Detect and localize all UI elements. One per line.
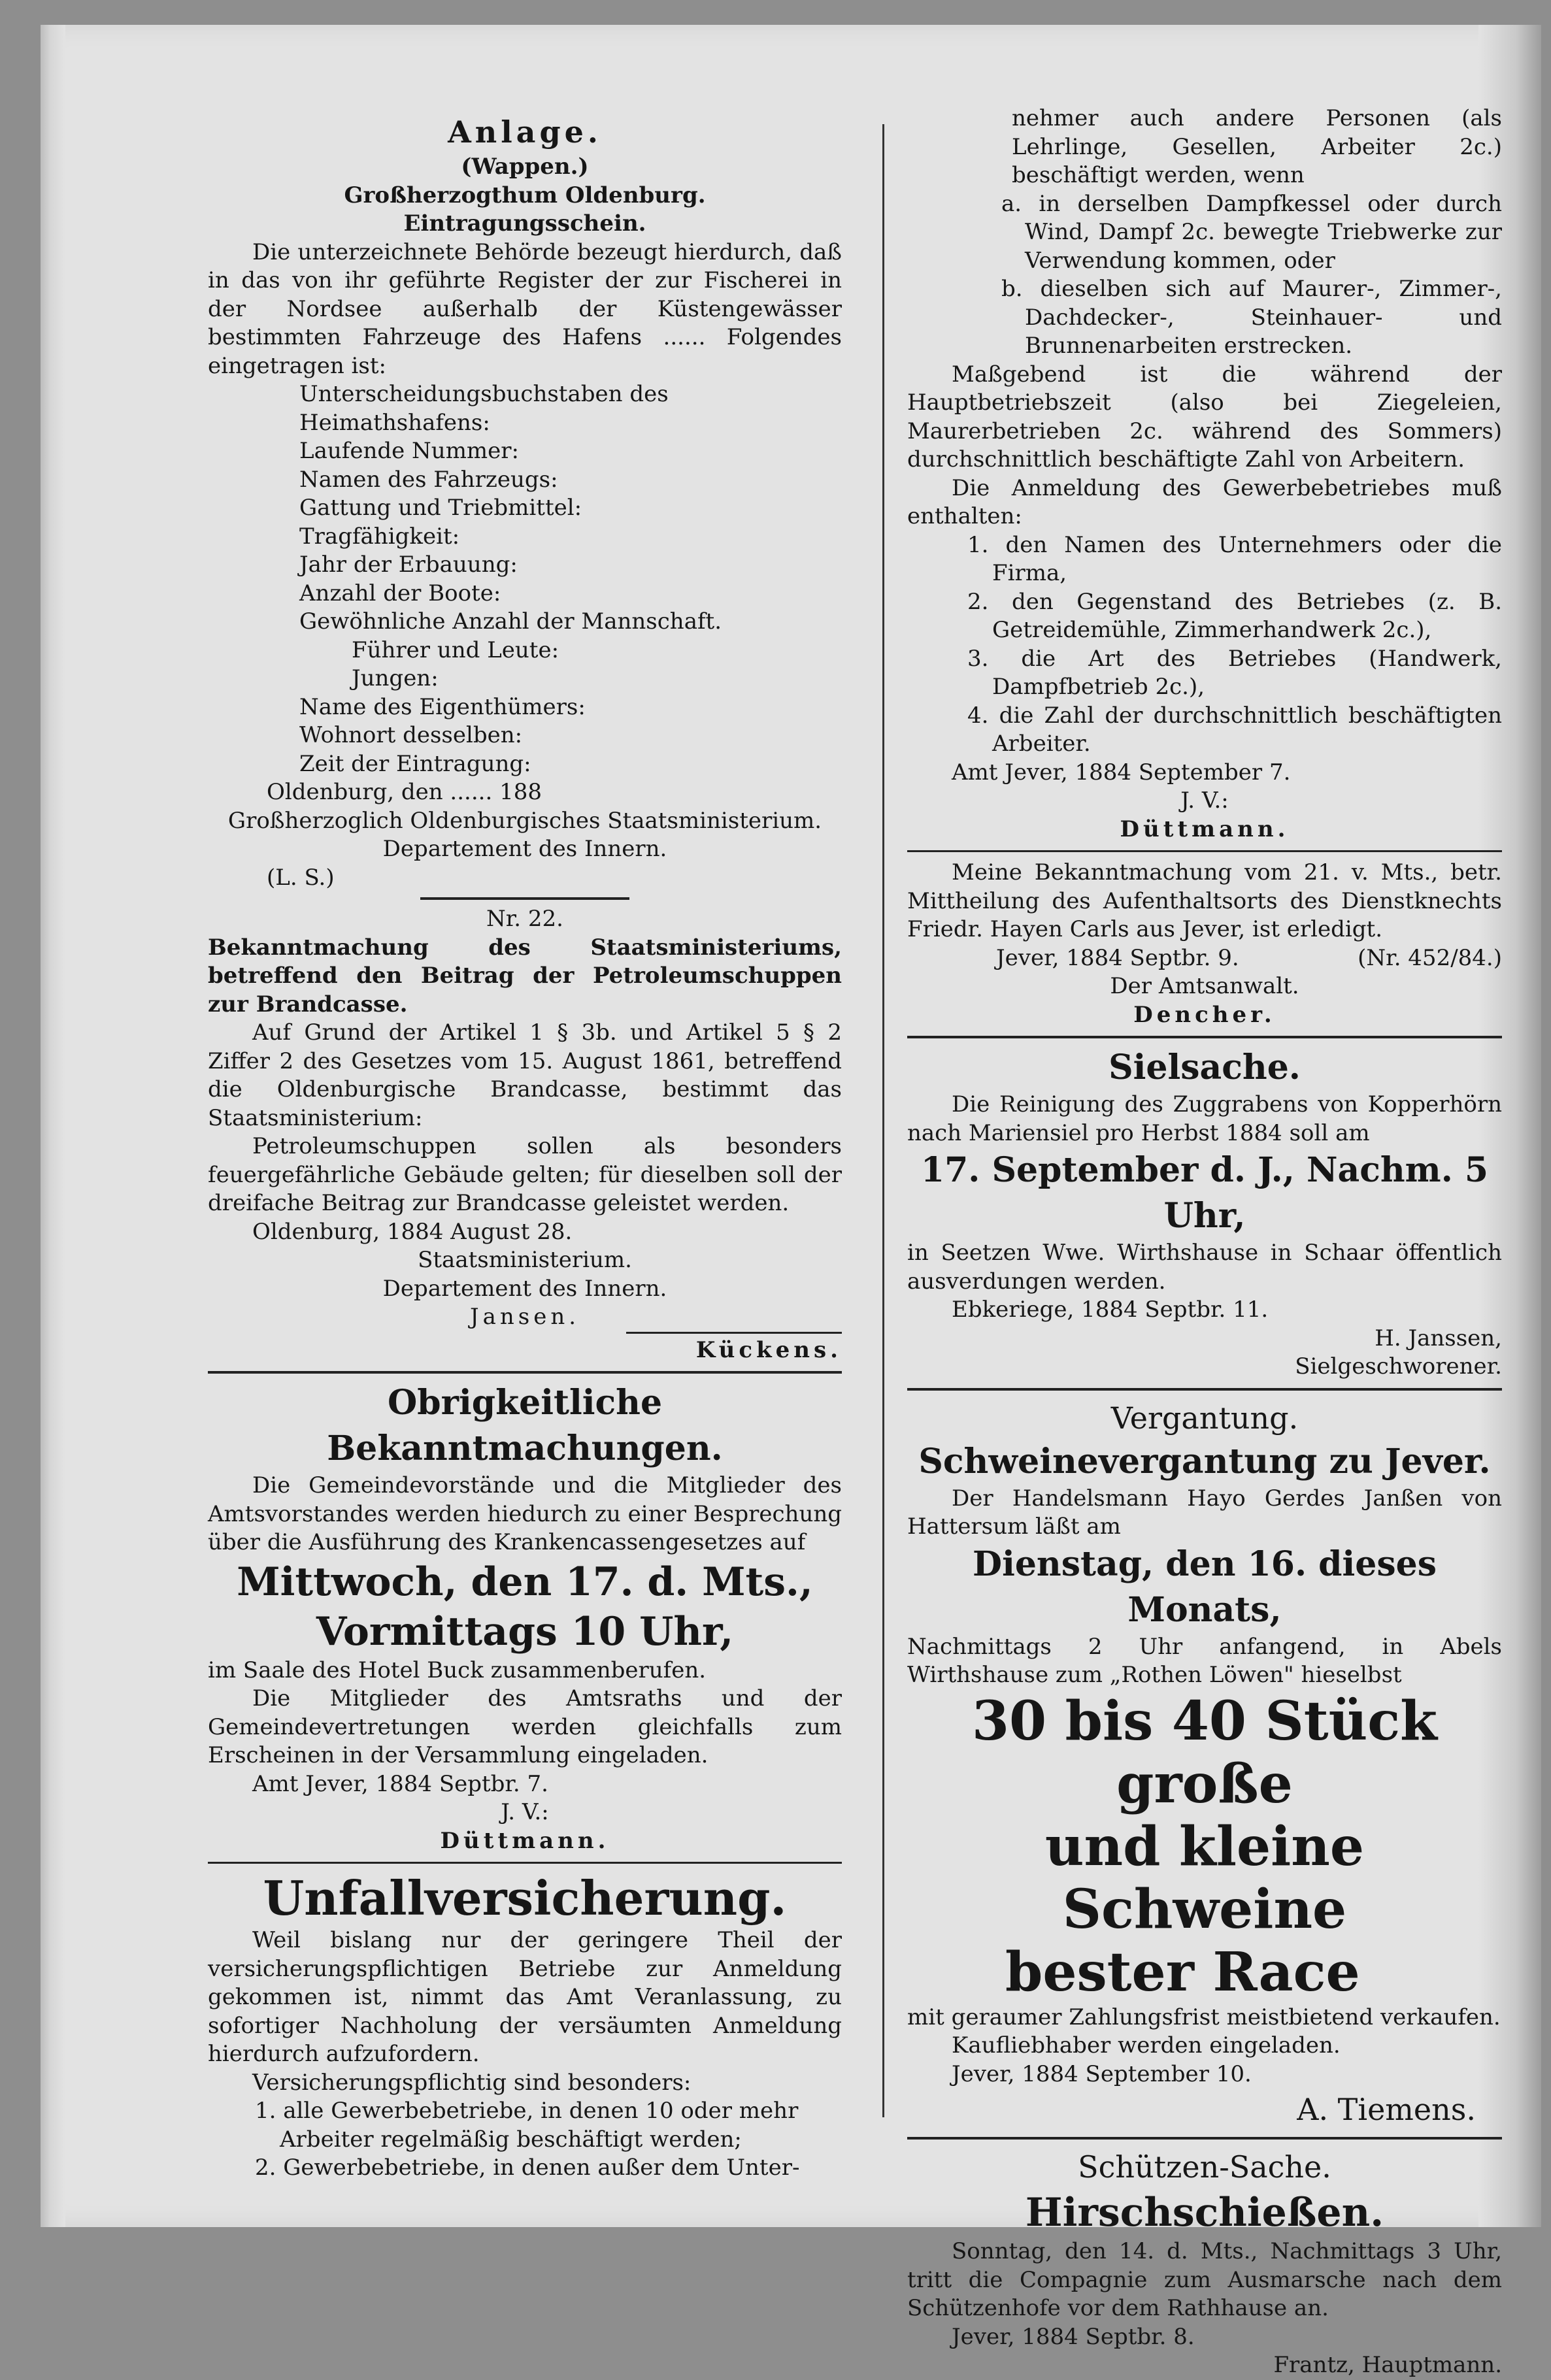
obrigkeit-sign: Düttmann. <box>440 1827 610 1854</box>
schuetz-subtitle: Hirschschießen. <box>1025 2190 1384 2236</box>
field-item: Gewöhnliche Anzahl der Mannschaft. <box>299 608 722 635</box>
obrigkeit-iv: J. V.: <box>501 1799 549 1825</box>
field-item: Namen des Fahrzeugs: <box>299 466 558 493</box>
bekanntmachung-sign: Departement des Innern. <box>382 1275 667 1302</box>
grossherzogthum: Großherzogthum Oldenburg. <box>344 182 706 208</box>
verg-big: und kleine Schweine <box>1044 1815 1365 1941</box>
field-item: Gattung und Triebmittel: <box>299 495 582 521</box>
cont-place: Amt Jever, 1884 September 7. <box>952 759 1291 785</box>
meine-paragraph: Meine Bekanntmachung vom 21. v. Mts., betr. Mittheilung des Aufenthaltsorts des Dienstknechts Friedr. Hayen Carls aus Jever, ist erledigt. <box>907 859 1502 942</box>
siel-title: Sielsache. <box>1109 1048 1301 1087</box>
obrigkeit-p3: Die Mitglieder des Amtsraths und der Gemeindevertretungen werden gleichfalls zum Erscheinen in der Versammlung eingeladen. <box>208 1685 842 1768</box>
siel-p2: in Seetzen Wwe. Wirthshause in Schaar öffentlich ausverdungen werden. <box>907 1240 1502 1295</box>
nr-heading: Nr. 22. <box>486 906 563 932</box>
obrigkeit-p1: Die Gemeindevorstände und die Mitglieder des Amtsvorstandes werden hiedurch zu einer Besprechung über die Ausführung des Krankencassengesetzes auf <box>208 1472 842 1555</box>
separator <box>208 1371 842 1374</box>
field-item: Zeit der Eintragung: <box>299 750 531 777</box>
verg-p2: Nachmittags 2 Uhr anfangend, in Abels Wirthshause zum „Rothen Löwen" hieselbst <box>907 1633 1502 1688</box>
verg-sign: A. Tiemens. <box>1297 2092 1476 2127</box>
cont-list-item: 2. den Gegenstand des Betriebes (z. B. Getreidemühle, Zimmerhandwerk 2c.), <box>967 588 1502 643</box>
left-column <box>208 111 842 2183</box>
field-item: Wohnort desselben: <box>299 722 523 748</box>
cont-item: b. dieselben sich auf Maurer-, Zimmer-, Dachdecker-, Steinhauer- und Brunnenarbeiten erstrecken. <box>1001 276 1502 359</box>
obrigkeit-p2: im Saale des Hotel Buck zusammenberufen. <box>208 1657 707 1683</box>
unfall-item: 2. Gewerbebetriebe, in denen außer dem Unter- <box>255 2155 800 2181</box>
cont-sign: Düttmann. <box>1120 816 1290 842</box>
eintragungsschein: Eintragungsschein. <box>403 210 646 237</box>
verg-big: bester Race <box>1005 1940 1360 2004</box>
verg-p4: Kaufliebhaber werden eingeladen. <box>952 2032 1341 2058</box>
page-edge-left <box>41 25 65 2227</box>
column-divider <box>882 124 884 2117</box>
field-item: Name des Eigenthümers: <box>299 693 586 720</box>
verg-date: Dienstag, den 16. dieses Monats, <box>972 1544 1437 1630</box>
ministry-line: Großherzoglich Oldenburgisches Staatsministerium. <box>227 807 822 834</box>
separator <box>208 1862 842 1864</box>
unfall-p2: Versicherungspflichtig sind besonders: <box>252 2069 692 2096</box>
separator <box>907 2137 1502 2140</box>
subfield-item: Führer und Leute: <box>352 636 559 663</box>
cont-iv: J. V.: <box>1180 787 1229 814</box>
separator <box>907 1036 1502 1038</box>
separator <box>907 850 1502 852</box>
separator <box>420 897 629 900</box>
field-item: Jahr der Erbauung: <box>299 552 518 578</box>
verg-title: Vergantung. <box>1110 1400 1299 1436</box>
siel-date: 17. September d. J., Nachm. 5 Uhr, <box>920 1150 1489 1236</box>
verg-big: 30 bis 40 Stück große <box>972 1689 1437 1815</box>
meine-sign: Dencher. <box>1133 1001 1276 1028</box>
cont-paragraph: Die Anmeldung des Gewerbebetriebes muß enthalten: <box>907 474 1502 529</box>
department-line: Departement des Innern. <box>382 836 667 862</box>
meine-sign: Der Amtsanwalt. <box>1110 973 1299 999</box>
siel-p1: Die Reinigung des Zuggrabens von Kopperhörn nach Mariensiel pro Herbst 1884 soll am <box>907 1091 1502 1146</box>
subfield-item: Jungen: <box>352 665 439 691</box>
bekanntmachung-sign: Staatsministerium. <box>418 1247 632 1273</box>
ls-seal: (L. S.) <box>267 864 335 891</box>
anlage-title: Anlage. <box>448 114 602 150</box>
verg-subtitle: Schweinevergantung zu Jever. <box>918 1441 1491 1481</box>
verg-place: Jever, 1884 September 10. <box>952 2060 1252 2087</box>
separator <box>907 1388 1502 1391</box>
obrigkeit-date: Mittwoch, den 17. d. Mts., <box>237 1559 813 1605</box>
bekanntmachung-p1: Auf Grund der Artikel 1 § 3b. und Artikel 5 § 2 Ziffer 2 des Gesetzes vom 15. August 1861, betreffend die Oldenburgische Brandcasse, bestimmt das Staatsministerium: <box>208 1019 842 1131</box>
cont-list-item: 3. die Art des Betriebes (Handwerk, Dampfbetrieb 2c.), <box>967 645 1502 700</box>
bekanntmachung-sign: Kückens. <box>626 1332 842 1365</box>
unfall-item: 1. alle Gewerbebetriebe, in denen 10 oder mehr Arbeiter regelmäßig beschäftigt werden; <box>255 2098 799 2153</box>
meine-place-row <box>907 944 1502 973</box>
schuetz-title: Schützen-Sache. <box>1078 2149 1331 2185</box>
field-item: Laufende Nummer: <box>299 438 519 464</box>
cont-paragraph: Maßgebend ist die während der Hauptbetriebszeit (also bei Ziegeleien, Maurerbetrieben 2c. während des Sommers) durchschnittlich beschäftigte Zahl von Arbeitern. <box>907 361 1502 472</box>
siel-sign: H. Janssen, <box>1375 1325 1502 1351</box>
verg-p1: Der Handelsmann Hayo Gerdes Janßen von Hattersum läßt am <box>907 1485 1502 1540</box>
field-item: Tragfähigkeit: <box>299 523 460 550</box>
date-line: Oldenburg, den ...... 188 <box>267 779 542 805</box>
bekanntmachung-p2: Petroleumschuppen sollen als besonders feuergefährliche Gebäude gelten; für dieselben soll der dreifache Beitrag zur Brandcasse geleistet werden. <box>208 1133 842 1216</box>
intro-paragraph: Die unterzeichnete Behörde bezeugt hierdurch, daß in das von ihr geführte Register der zur Fischerei in der Nordsee außerhalb der Küstengewässer bestimmten Fahrzeuge des Hafens ...... Folgendes eingetragen ist: <box>208 239 842 379</box>
right-column <box>907 105 1502 2380</box>
bekanntmachung-sign: Jansen. <box>469 1304 580 1330</box>
cont-list-item: 4. die Zahl der durchschnittlich beschäftigten Arbeiter. <box>967 702 1502 757</box>
siel-sign: Sielgeschworener. <box>1295 1353 1502 1380</box>
schuetz-place: Jever, 1884 Septbr. 8. <box>952 2323 1195 2350</box>
fields-list <box>208 380 842 778</box>
siel-place: Ebkeriege, 1884 Septbr. 11. <box>952 1297 1269 1323</box>
unfall-p1: Weil bislang nur der geringere Theil der versicherungspflichtigen Betriebe zur Anmeldung gekommen ist, nimmt das Amt Veranlassung, zu sofortiger Nachholung der versäumten Anmeldung hierdurch aufzufordern. <box>208 1927 842 2067</box>
cont-paragraph: nehmer auch andere Personen (als Lehrlinge, Gesellen, Arbeiter 2c.) beschäftigt werden, wenn <box>1012 105 1502 188</box>
schuetz-sign: Frantz, Hauptmann. <box>1273 2352 1502 2378</box>
unfall-title: Unfallversicherung. <box>263 1870 787 1926</box>
meine-nr: (Nr. 452/84.) <box>1358 944 1502 971</box>
obrigkeit-time: Vormittags 10 Uhr, <box>316 1608 734 1655</box>
cont-item: a. in derselben Dampfkessel oder durch Wind, Dampf 2c. bewegte Triebwerke zur Verwendung kommen, oder <box>1001 190 1502 274</box>
bekanntmachung-title: Bekanntmachung des Staatsministeriums, betreffend den Beitrag der Petroleumschuppen zur Brandcasse. <box>208 934 842 1017</box>
obrigkeit-place: Amt Jever, 1884 Septbr. 7. <box>252 1770 548 1797</box>
verg-p3: mit geraumer Zahlungsfrist meistbietend verkaufen. <box>907 2004 1501 2030</box>
field-item: Unterscheidungsbuchstaben des Heimathshafens: <box>299 381 669 436</box>
wappen: (Wappen.) <box>461 154 589 180</box>
bekanntmachung-date: Oldenburg, 1884 August 28. <box>252 1218 573 1245</box>
field-item: Anzahl der Boote: <box>299 580 501 606</box>
schuetz-paragraph: Sonntag, den 14. d. Mts., Nachmittags 3 Uhr, tritt die Compagnie zum Ausmarsche nach dem Schützenhofe vor dem Rathhause an. <box>907 2238 1502 2321</box>
obrigkeit-title: Obrigkeitliche Bekanntmachungen. <box>327 1383 723 1468</box>
meine-place: Jever, 1884 Septbr. 9. <box>996 944 1239 971</box>
cont-list-item: 1. den Namen des Unternehmers oder die Firma, <box>967 531 1502 586</box>
